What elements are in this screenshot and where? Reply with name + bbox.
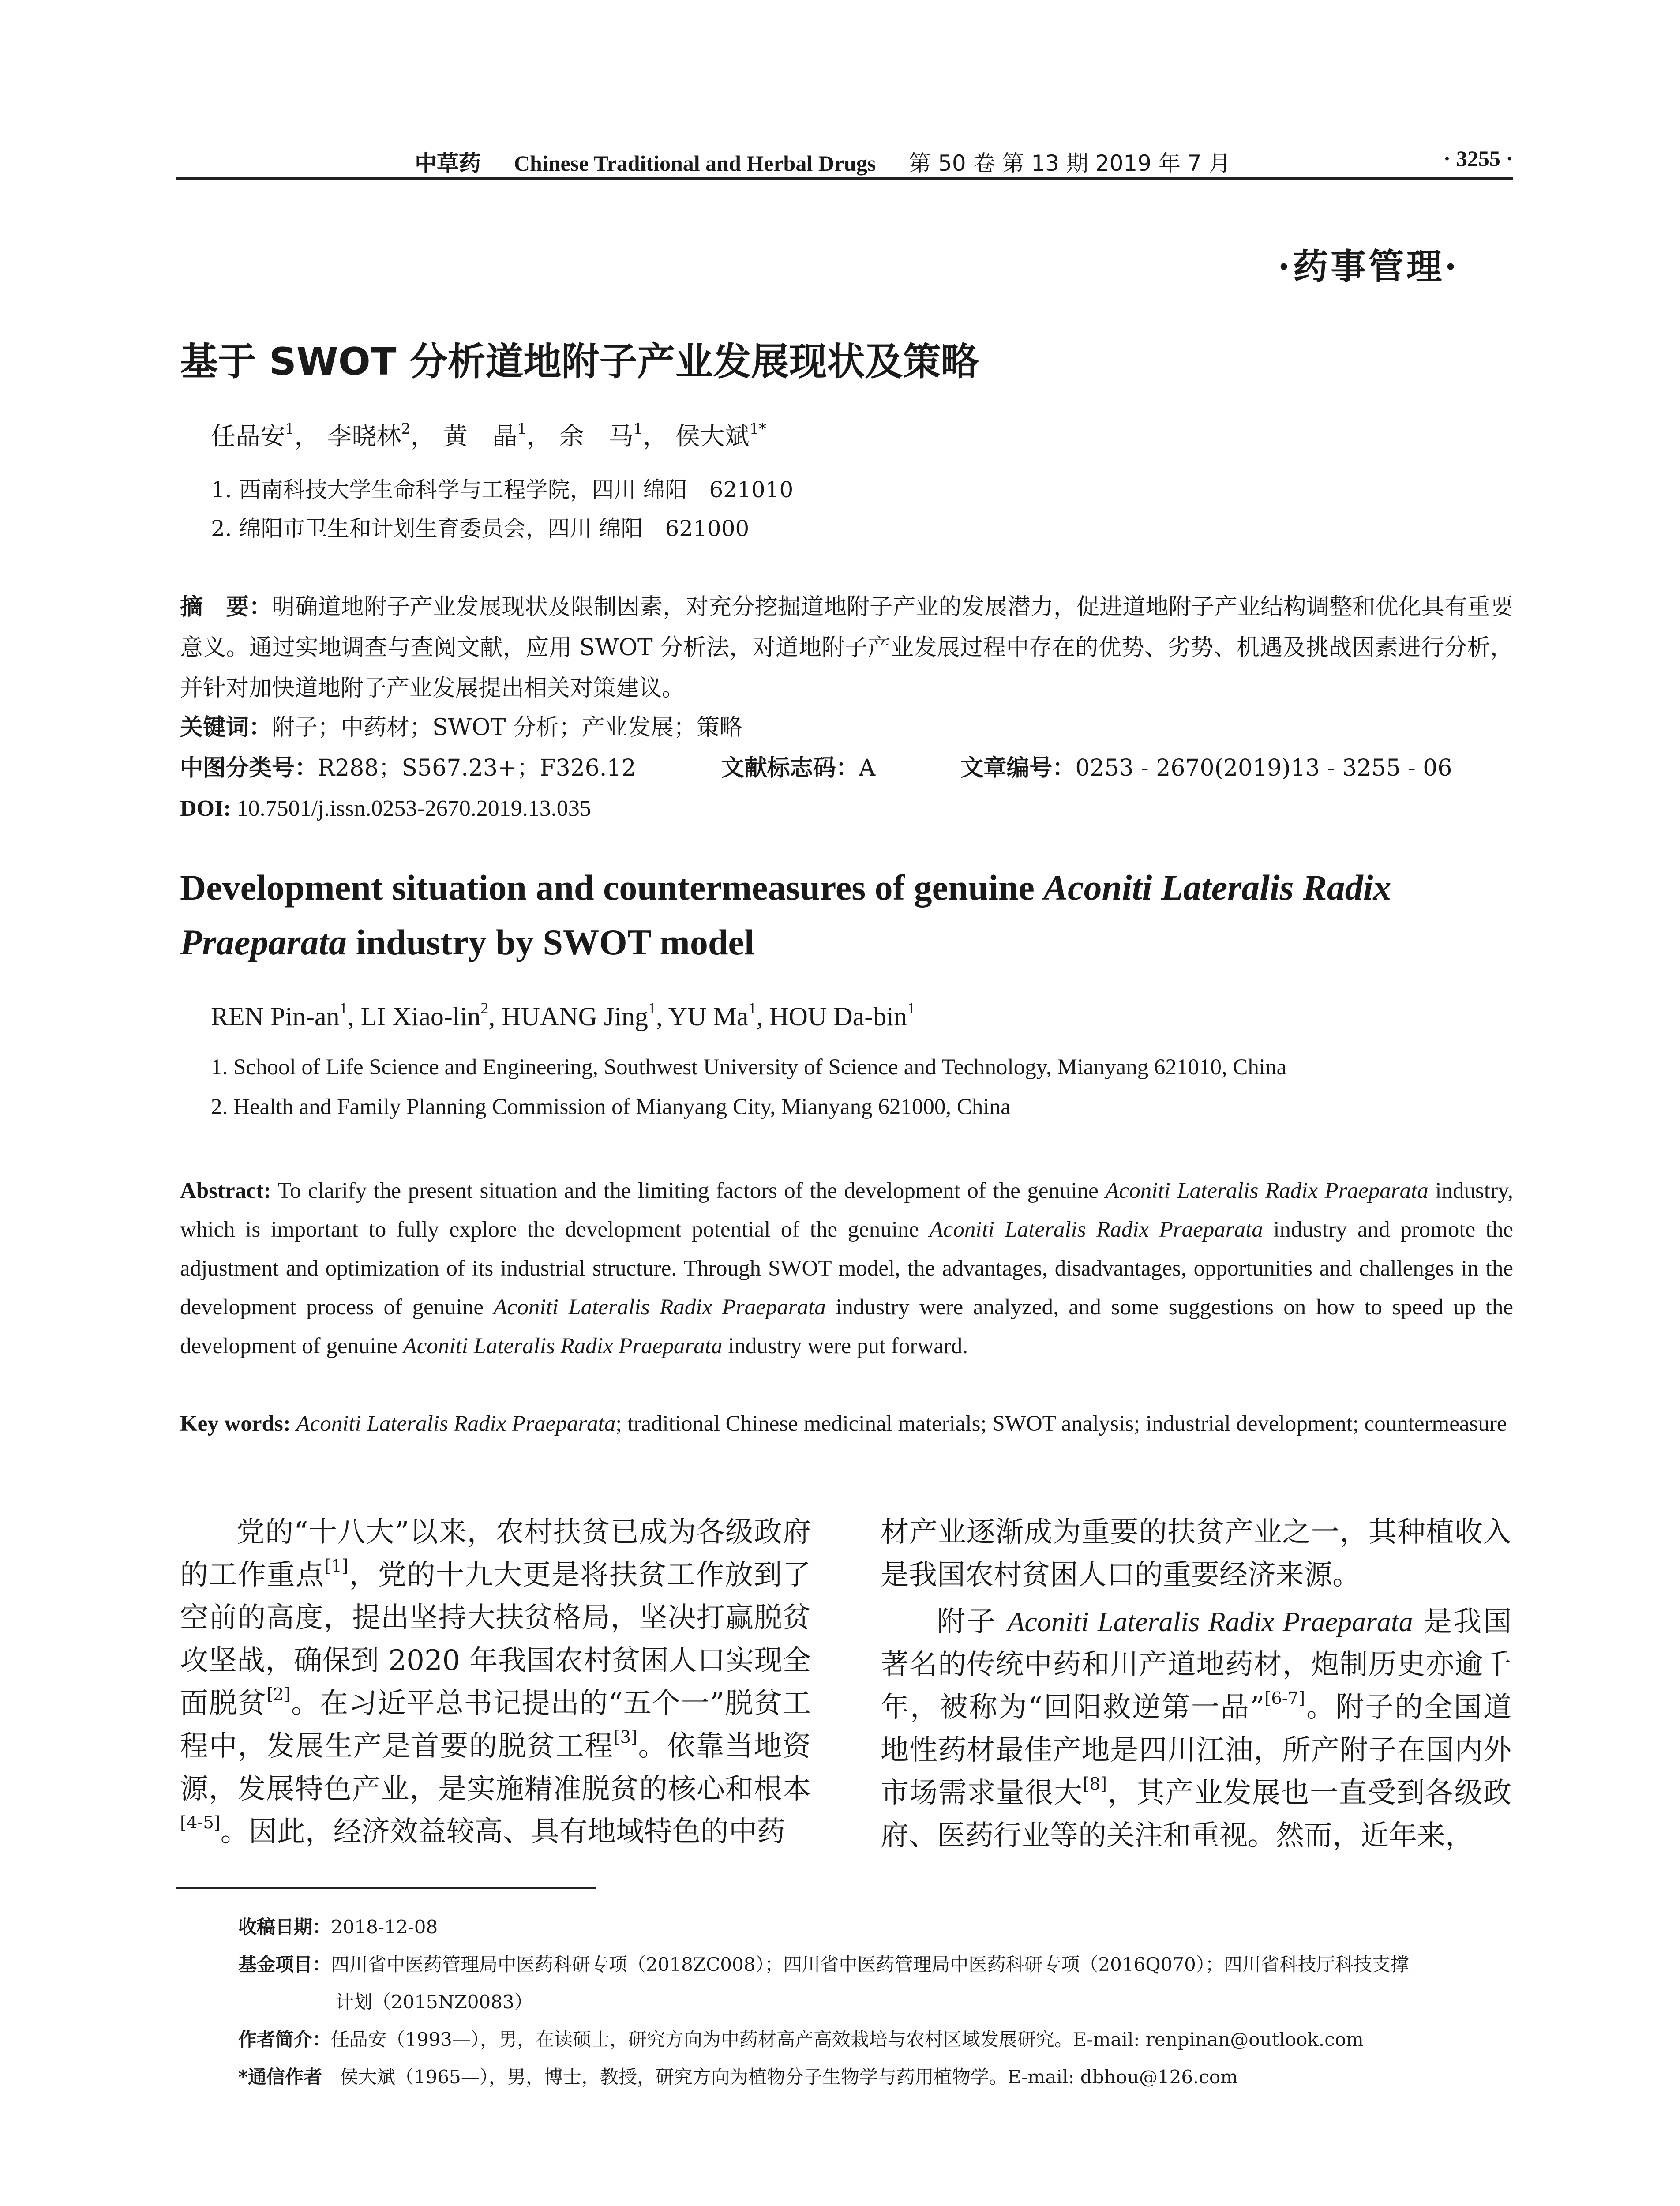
cn-author-sup: 1* (749, 420, 766, 437)
citation-ref: [4-5] (180, 1813, 221, 1833)
footnote-text: 2018-12-08 (331, 1916, 438, 1938)
footnote-label: 收稿日期： (238, 1916, 331, 1938)
journal-en-name: Chinese Traditional and Herbal Drugs (514, 151, 876, 176)
en-author-sup: 1 (907, 999, 915, 1017)
cn-affiliation: 1. 西南科技大学生命科学与工程学院，四川 绵阳 621010 (211, 477, 794, 503)
species-name: Aconiti Lateralis Radix Praeparata (493, 1295, 826, 1320)
cn-author-sup: 1 (517, 420, 527, 437)
clc-label: 中图分类号： (180, 755, 318, 781)
species-name: Aconiti Lateralis Radix Praeparata (1105, 1178, 1429, 1203)
cn-abstract (180, 587, 1513, 709)
en-abstract-text: industry were put forward. (722, 1334, 968, 1358)
footnote-bio (238, 2025, 1364, 2052)
en-keywords-label: Key words: (180, 1411, 291, 1436)
cn-author-sup: 1 (285, 420, 295, 437)
footnote-fund-cont: 计划（2015NZ0083） (335, 1991, 533, 2013)
en-keywords-text (291, 1411, 296, 1436)
en-abstract-text: industry and promote the adjustment and optimization of its industrial structure. Through SWOT model, the advantages, disadvantages, opportunities and challenges in the development process of genuine (180, 1217, 1513, 1320)
article-no-value: 0253 - 2670(2019)13 - 3255 - 06 (1075, 755, 1452, 781)
en-author: LI Xiao-lin (360, 1002, 481, 1031)
en-author: YU Ma (668, 1002, 749, 1031)
citation-ref: [1] (324, 1556, 349, 1576)
en-abstract-label: Abstract: (180, 1178, 271, 1203)
en-keywords (180, 1404, 1513, 1443)
footnote-fund (238, 1950, 1409, 1977)
journal-issue: 第 50 卷 第 13 期 2019 年 7 月 (909, 150, 1231, 176)
en-keywords-text: ; traditional Chinese medicinal materials; SWOT analysis; industrial development; countermeasure (615, 1411, 1507, 1436)
running-header (176, 142, 1513, 176)
footnote-text: 侯大斌（1965—），男，博士，教授，研究方向为植物分子生物学与药用植物学。E-mail: dbhou@126.com (339, 2066, 1238, 2088)
cn-author: 侯大斌 (675, 422, 750, 451)
body-text: 附子 (937, 1606, 1008, 1638)
doi-value: 10.7501/j.issn.0253-2670.2019.13.035 (236, 796, 591, 821)
cn-keywords-text: 附子；中药材；SWOT 分析；产业发展；策略 (272, 714, 742, 741)
en-authors: REN Pin-$an^1$, LI Xiao-lin$^2$, HUANG Jing$^1$, YU Ma$^1$, HOU Da-bin$^1$ (211, 999, 915, 1031)
section-label: ·药事管理· (1278, 246, 1459, 287)
clc-value: R288；S567.23+；F326.12 (318, 755, 636, 781)
cn-abstract-label: 摘 要： (180, 594, 272, 620)
body-text: 。依靠当地资源，发展特色产业，是实施精准脱贫的核心和根本 (180, 1730, 811, 1805)
cn-authors: 任品安$^1$， 李晓林$^2$， 黄 晶$^1$， 余 马$^1$， 侯大斌$^{1*}$ (211, 420, 766, 451)
body-text: ，党的十九大更是将扶贫工作放到了空前的高度，提出坚持大扶贫格局，坚决打赢脱贫攻坚战，确保到 2020 年我国农村贫困人口实现全面脱贫 (180, 1559, 811, 1720)
en-abstract (180, 1171, 1513, 1366)
body-paragraph: 材产业逐渐成为重要的扶贫产业之一，其种植收入是我国农村贫困人口的重要经济来源。 (881, 1516, 1511, 1591)
page-number: · 3255 · (1443, 146, 1513, 171)
footnote-label: *通信作者 (238, 2066, 322, 2088)
cn-keywords-label: 关键词： (180, 714, 272, 741)
citation-ref: [8] (1083, 1774, 1107, 1794)
footnote-corresponding (238, 2063, 1238, 2089)
en-author: HUANG Jing (502, 1002, 648, 1031)
body-paragraph (881, 1600, 1511, 1857)
citation-ref: [6-7] (1264, 1688, 1305, 1709)
en-abstract-text: industry were analyzed, and some suggestions on how to speed up the development of genuine (180, 1295, 1513, 1358)
header-rule (176, 177, 1513, 180)
en-author: REN Pin-an (211, 1002, 340, 1031)
species-name: Aconiti Lateralis Radix Praeparata (403, 1334, 723, 1358)
en-abstract-text: To clarify the present situation and the limiting factors of the development of the genuine (271, 1178, 1106, 1203)
species-name: Aconiti Lateralis Radix Praeparata (296, 1411, 616, 1436)
body-text: 。因此，经济效益较高、具有地域特色的中药 (220, 1816, 785, 1848)
citation-ref: [3] (613, 1727, 638, 1748)
doccode-value: A (859, 755, 876, 781)
cn-affiliation: 2. 绵阳市卫生和计划生育委员会，四川 绵阳 621000 (211, 516, 750, 541)
en-title-part: industry by SWOT model (347, 922, 754, 962)
footnote-rule (176, 1887, 596, 1889)
en-abstract-text: industry, which is important to fully explore the development potential of the genuine (180, 1178, 1513, 1242)
doi (180, 788, 1513, 829)
cn-author-sup: 1 (633, 420, 643, 437)
cn-author: 余 马 (559, 422, 634, 451)
cn-title: 基于 SWOT 分析道地附子产业发展现状及策略 (180, 340, 979, 384)
cn-classification (180, 748, 1513, 788)
cn-keywords (180, 707, 1513, 748)
cn-author: 李晓林 (327, 422, 401, 451)
footnote-label: 基金项目： (238, 1954, 331, 1975)
en-author: HOU Da-bin (769, 1002, 907, 1031)
cn-author: 黄 晶 (443, 422, 518, 451)
doi-label: DOI: (180, 796, 231, 821)
en-title (180, 860, 1521, 970)
cn-author: 任品安 (211, 422, 285, 451)
journal-cn-name: 中草药 (415, 150, 481, 176)
en-author-sup: 1 (748, 999, 757, 1017)
footnote-received (238, 1913, 438, 1939)
body-text: 党的“十八大”以来，农村扶贫已成为各级政府的工作重点 (180, 1516, 811, 1591)
en-author-sup: 2 (480, 999, 489, 1017)
doccode-label: 文献标志码： (721, 755, 859, 781)
en-author-sup: 1 (648, 999, 656, 1017)
journal-citation (415, 146, 1231, 177)
body-text: 是我国著名的传统中药和川产道地药材，炮制历史亦逾千年，被称为“回阳救逆第一品” (881, 1606, 1512, 1724)
body-column-right (881, 1511, 1511, 1857)
species-name: Aconiti Lateralis Radix Praeparata (929, 1217, 1263, 1242)
en-affiliation: 2. Health and Family Planning Commission of Mianyang City, Mianyang 621000, China (211, 1095, 1011, 1119)
footnote-label: 作者简介： (238, 2029, 331, 2050)
body-column-left (180, 1511, 811, 1853)
en-author-sup: 1 (339, 999, 348, 1017)
cn-abstract-text: 明确道地附子产业发展现状及限制因素，对充分挖掘道地附子产业的发展潜力，促进道地附子产业结构调整和优化具有重要意义。通过实地调查与查阅文献，应用 SWOT 分析法，对道地附子产业发展过程中存在的优势、劣势、机遇及挑战因素进行分析，并针对加快道地附子产业发展提出相关对策建议。 (180, 594, 1513, 702)
en-title-part: Development situation and countermeasures of genuine (180, 867, 1044, 908)
body-text: ，其产业发展也一直受到各级政府、医药行业等的关注和重视。然而，近年来， (881, 1777, 1512, 1852)
body-text: 。在习近平总书记提出的“五个一”脱贫工程中，发展生产是首要的脱贫工程 (180, 1687, 811, 1763)
cn-author-sup: 2 (401, 420, 411, 437)
footnote-text: 任品安（1993—），男，在读硕士，研究方向为中药材高产高效栽培与农村区域发展研究。E-mail: renpinan@outlook.com (331, 2029, 1364, 2050)
article-no-label: 文章编号： (960, 755, 1076, 781)
body-text: 。附子的全国道地性药材最佳产地是四川江油，所产附子在国内外市场需求量很大 (881, 1691, 1512, 1809)
species-name: Aconiti Lateralis Radix Praeparata (1007, 1606, 1413, 1637)
citation-ref: [2] (266, 1685, 291, 1705)
en-affiliation: 1. School of Life Science and Engineering, Southwest University of Science and Technology, Mianyang 621010, China (211, 1055, 1287, 1080)
en-title-italic: Aconiti Lateralis Radix Praeparata (180, 867, 1391, 962)
footnote-text: 四川省中医药管理局中医药科研专项（2018ZC008）；四川省中医药管理局中医药科研专项（2016Q070）；四川省科技厅科技支撑 (331, 1954, 1409, 1975)
